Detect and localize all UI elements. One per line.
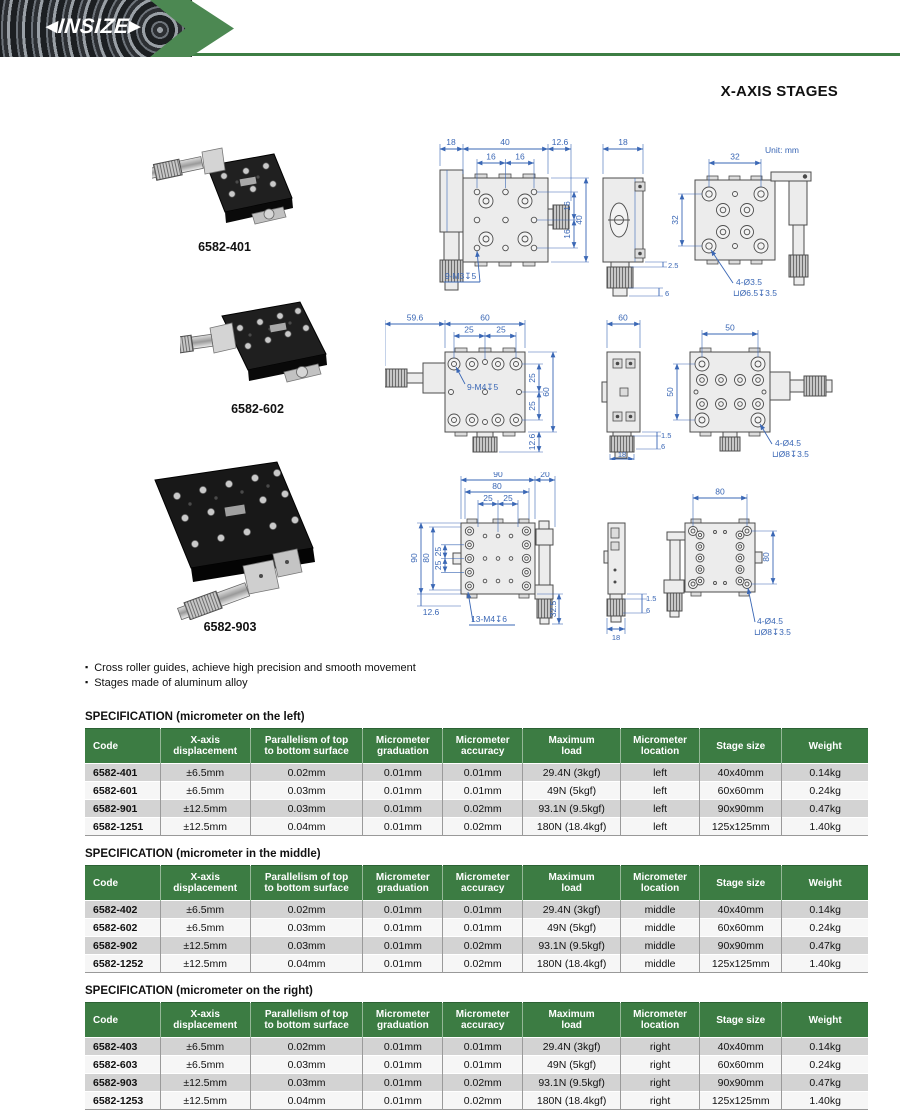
dim-label: 90 [493,472,503,479]
table-row: 6582-903 ±12.5mm 0.03mm 0.01mm 0.02mm 93.1N (9.5kgf) right 90x90mm 0.47kg [85,1074,868,1092]
dim-label: 16 [562,201,572,211]
hole-callout: 4-Ø4.5 [757,616,783,626]
dim-label: 50 [725,322,735,333]
dim-label: 80 [761,552,771,562]
dim-label: 80 [492,481,502,491]
table-row: 6582-902 ±12.5mm 0.03mm 0.01mm 0.02mm 93.1N (9.5kgf) middle 90x90mm 0.47kg [85,937,868,955]
logo-arrow-left-icon: ◀ [45,18,59,35]
col-header: Weight [782,1003,868,1038]
col-header: Micrometer location [621,866,700,901]
header-row [85,729,868,764]
dim-label: 25 [464,324,474,335]
spec-table-middle [85,865,868,973]
dim-label: 50 [665,387,675,397]
product-photo-6582-401 [152,138,297,238]
header-row [85,1003,868,1038]
col-header: Micrometer graduation [363,866,443,901]
drawing-6582-401 [420,133,890,298]
spec-table-left [85,728,868,836]
product-code-label: 6582-602 [231,402,284,416]
dim-label: 32 [670,215,680,225]
dim-label: 25 [527,373,537,383]
thread-callout: 9-M4↧5 [467,382,499,392]
dim-label: 80 [421,553,431,563]
col-header: Maximum load [523,729,621,764]
dim-label: 6 [665,289,670,298]
col-header: Micrometer accuracy [443,729,523,764]
dim-label: 90 [409,553,419,563]
hole-callout: 4-Ø3.5 [736,277,762,287]
feature-item: ▪ Cross roller guides, achieve high precision and smooth movement [85,661,416,676]
dim-label: 12.6 [422,607,440,617]
table-row: 6582-1252 ±12.5mm 0.04mm 0.01mm 0.02mm 180N (18.4kgf) middle 125x125mm 1.40kg [85,955,868,973]
spec-title: SPECIFICATION (micrometer in the middle) [85,848,321,860]
dim-label: 80 [715,486,725,497]
dim-label: 60 [480,312,490,323]
dim-label: 16 [562,229,572,239]
table-row: 6582-402 ±6.5mm 0.02mm 0.01mm 0.01mm 29.4N (3kgf) middle 40x40mm 0.14kg [85,901,868,919]
dim-label: 6 [661,442,666,451]
hole-callout: ⊔Ø8↧3.5 [754,627,791,637]
table-row: 6582-901 ±12.5mm 0.03mm 0.01mm 0.02mm 93.1N (9.5kgf) left 90x90mm 0.47kg [85,800,868,818]
product-code-label: 6582-903 [203,620,257,634]
table-row: 6582-603 ±6.5mm 0.03mm 0.01mm 0.01mm 49N (5kgf) right 60x60mm 0.24kg [85,1056,868,1074]
dim-label: 32.5 [548,600,558,618]
insize-logo [45,15,142,39]
logo-text: INSIZE [56,15,130,38]
thread-callout: 13-M4↧6 [471,614,507,624]
col-header: Maximum load [523,866,621,901]
hole-callout: ⊔Ø8↧3.5 [772,449,809,459]
col-header: Micrometer accuracy [443,1003,523,1038]
spec-title: SPECIFICATION (micrometer on the left) [85,711,305,723]
spec-title: SPECIFICATION (micrometer on the right) [85,985,313,997]
col-header: Weight [782,729,868,764]
spec-section-middle [85,848,868,973]
table-row: 6582-1253 ±12.5mm 0.04mm 0.01mm 0.02mm 180N (18.4kgf) right 125x125mm 1.40kg [85,1092,868,1110]
col-header: Parallelism of top to bottom surface [250,729,363,764]
table-row: 6582-601 ±6.5mm 0.03mm 0.01mm 0.01mm 49N (5kgf) left 60x60mm 0.24kg [85,782,868,800]
col-header: X-axis displacement [160,729,250,764]
col-header: X-axis displacement [160,1003,250,1038]
micrometer [180,332,213,355]
dim-label: 25 [433,546,443,557]
dim-label: 12.6 [527,433,537,451]
dim-label: 40 [574,215,584,225]
dim-label: 60 [541,387,551,397]
dim-label: 25 [496,324,506,335]
col-header: Code [85,866,160,901]
dim-label: 18 [618,137,628,147]
col-header: Stage size [700,1003,782,1038]
product-code-label: 6582-401 [198,240,251,254]
col-header: Micrometer location [621,729,700,764]
col-header: Weight [782,866,868,901]
col-header: X-axis displacement [160,866,250,901]
col-header: Stage size [700,729,782,764]
dim-label: 18 [617,450,627,459]
col-header: Code [85,1003,160,1038]
dim-label: 16 [515,151,525,162]
dim-label: 2.5 [668,261,679,270]
dim-label: 1.5 [646,594,657,603]
col-header: Code [85,729,160,764]
header-row [85,866,868,901]
micrometer [177,581,251,620]
drawing-6582-602 [385,308,880,460]
micrometer [152,155,204,182]
spec-section-right [85,985,868,1110]
table-row: 6582-401 ±6.5mm 0.02mm 0.01mm 0.01mm 29.4N (3kgf) left 40x40mm 0.14kg [85,764,868,782]
dim-label: 25 [503,493,513,503]
col-header: Parallelism of top to bottom surface [250,1003,363,1038]
table-row: 6582-1251 ±12.5mm 0.04mm 0.01mm 0.02mm 180N (18.4kgf) left 125x125mm 1.40kg [85,818,868,836]
dim-label: 16 [486,151,496,162]
dim-label: 40 [500,137,510,147]
dim-label: 1.5 [661,431,672,440]
logo-arrow-right-icon: ▶ [127,18,142,35]
thread-callout: 9-M3↧5 [445,271,477,281]
dim-label: 6 [646,606,651,615]
hole-callout: ⊔Ø6.5↧3.5 [733,288,777,298]
col-header: Maximum load [523,1003,621,1038]
col-header: Micrometer graduation [363,729,443,764]
dim-label: 59.6 [406,312,424,323]
dim-label: 18 [446,137,456,147]
col-header: Micrometer location [621,1003,700,1038]
feature-item: ▪ Stages made of aluminum alloy [85,676,416,691]
dim-label: 25 [433,560,443,571]
drawing-6582-903 [405,472,880,647]
page-title: X-AXIS STAGES [720,83,838,100]
dim-label: 25 [483,493,493,503]
col-header: Parallelism of top to bottom surface [250,866,363,901]
spec-section-left [85,711,868,836]
unit-label: Unit: mm [765,145,799,155]
dim-label: 60 [618,312,628,323]
dim-label: 25 [527,401,537,411]
table-row: 6582-403 ±6.5mm 0.02mm 0.01mm 0.01mm 29.4N (3kgf) right 40x40mm 0.14kg [85,1038,868,1056]
col-header: Micrometer graduation [363,1003,443,1038]
col-header: Micrometer accuracy [443,866,523,901]
table-row: 6582-602 ±6.5mm 0.03mm 0.01mm 0.01mm 49N (5kgf) middle 60x60mm 0.24kg [85,919,868,937]
spec-table-right [85,1002,868,1110]
dim-label: 32 [730,151,740,162]
product-photo-6582-602 [180,290,335,402]
hole-callout: 4-Ø4.5 [775,438,801,448]
dim-label: 12.6 [551,137,569,147]
dim-label: 18 [611,633,621,642]
feature-list [85,661,416,691]
dim-label: 20 [540,472,550,479]
col-header: Stage size [700,866,782,901]
product-photo-6582-903 [125,452,335,620]
